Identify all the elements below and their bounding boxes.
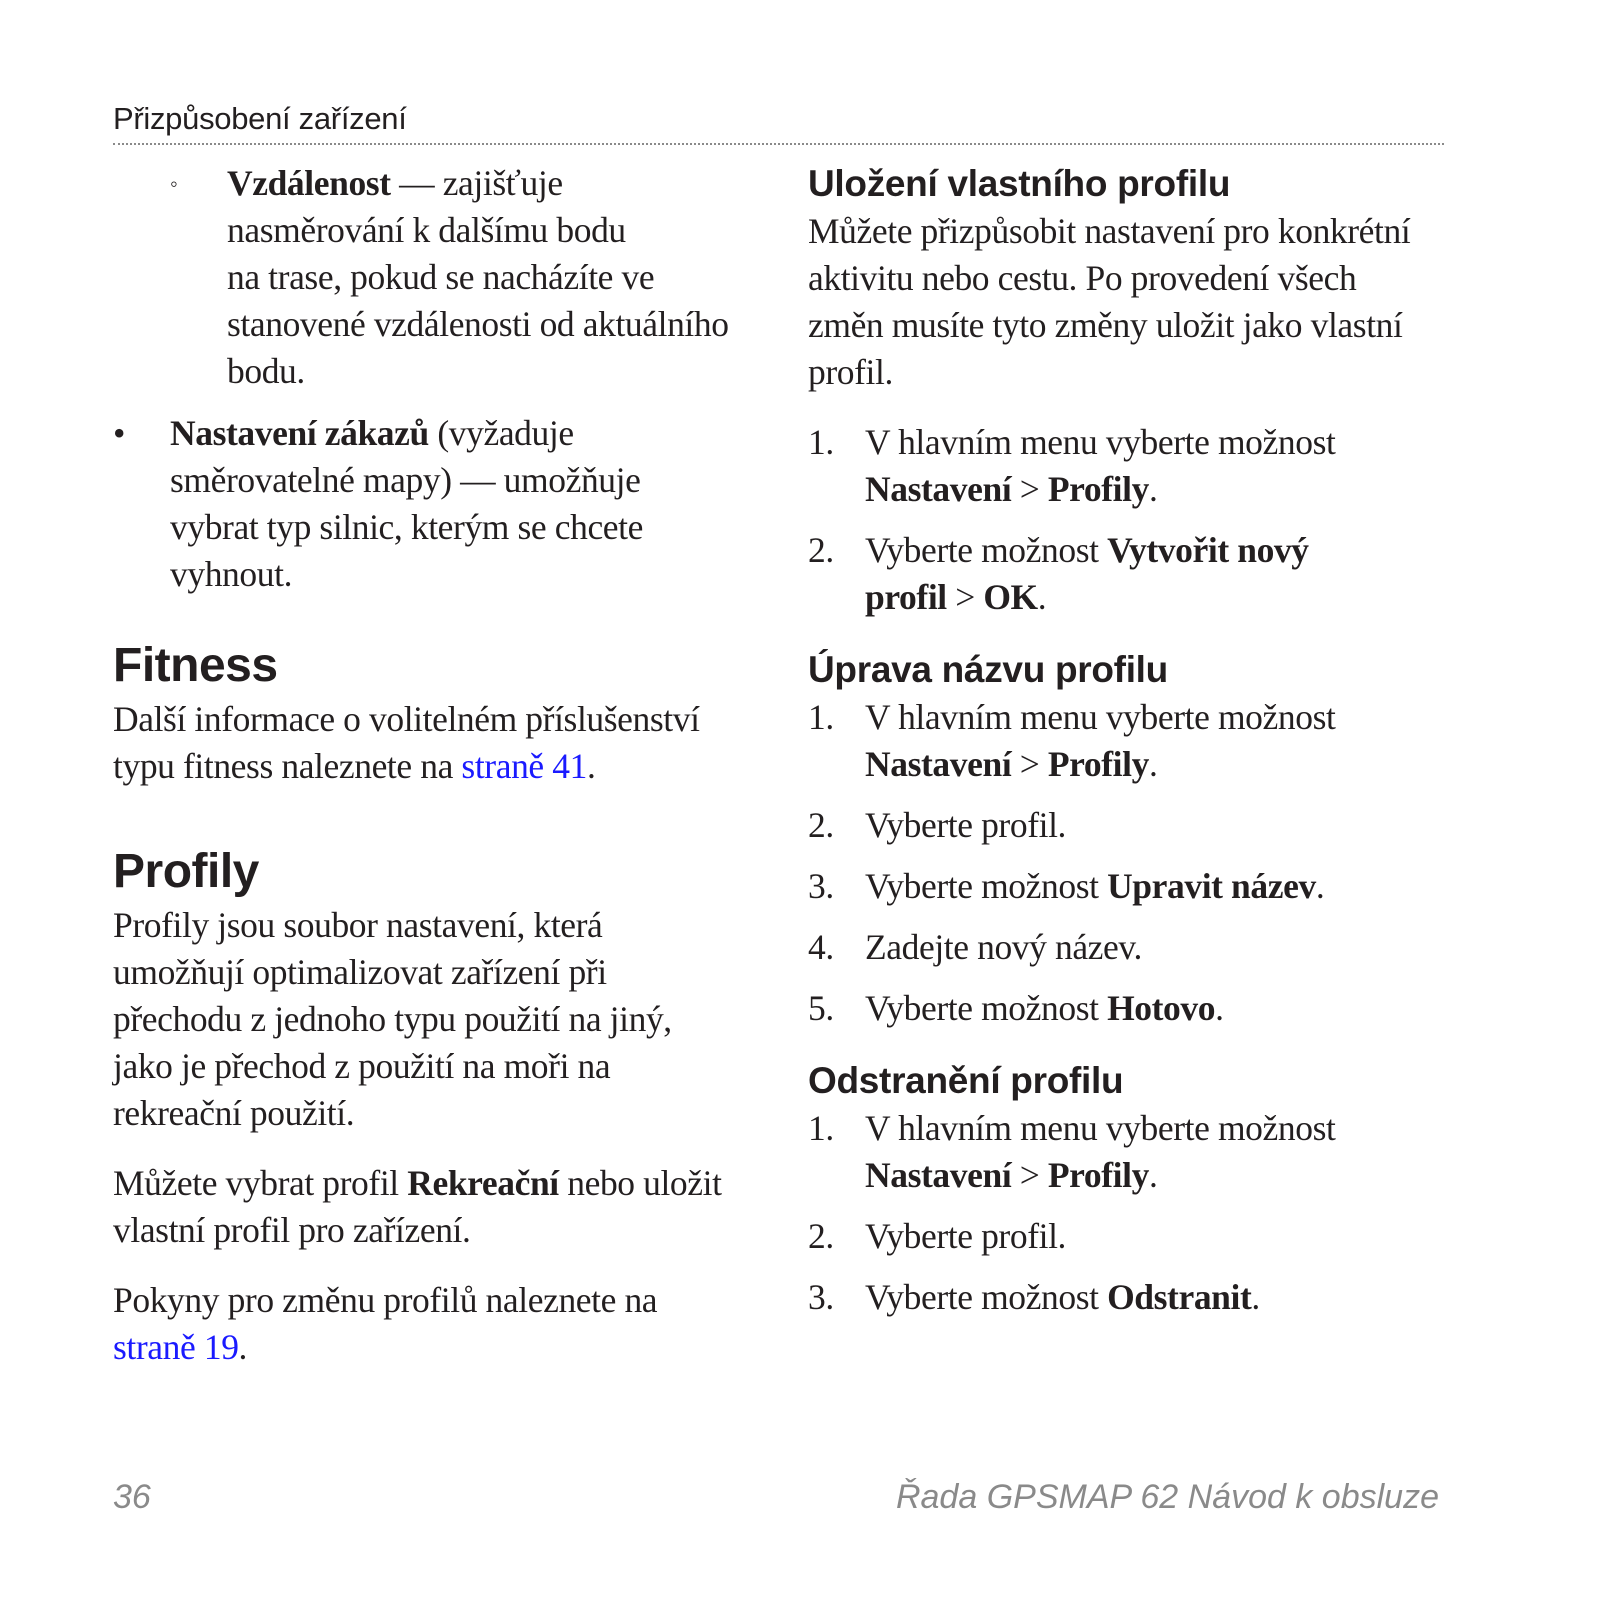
- sub-bullet-item-distance: [113, 160, 763, 395]
- text-line: V hlavním menu vyberte možnost: [865, 1108, 1336, 1148]
- text-span: Vyberte možnost: [865, 530, 1108, 570]
- step-item: [808, 924, 1448, 971]
- menu-term: Vytvořit nový: [1107, 530, 1309, 570]
- step-number: 2.: [808, 530, 834, 570]
- save-profile-steps: [808, 419, 1448, 621]
- text-line: Vyberte profil.: [865, 1216, 1067, 1256]
- step-number: 1.: [808, 422, 834, 462]
- fitness-paragraph: [113, 696, 763, 790]
- step-item: [808, 1105, 1448, 1199]
- text-line: aktivitu nebo cestu. Po provedení všech: [808, 258, 1357, 298]
- text-line: Můžete přizpůsobit nastavení pro konkrétní: [808, 211, 1411, 251]
- save-profile-paragraph: [808, 208, 1448, 396]
- term-recreational: Rekreační: [407, 1163, 559, 1203]
- text-span: typu fitness naleznete na: [113, 746, 462, 786]
- menu-term: OK: [983, 577, 1038, 617]
- left-column: [113, 160, 763, 1371]
- text-span: .: [1251, 1277, 1260, 1317]
- menu-term: Nastavení: [865, 744, 1012, 784]
- footer-manual-title: Řada GPSMAP 62 Návod k obsluze: [895, 1478, 1439, 1516]
- text-line: umožňují optimalizovat zařízení při: [113, 952, 607, 992]
- heading-fitness: Fitness: [113, 639, 278, 692]
- menu-term: Nastavení: [865, 1155, 1012, 1195]
- text-span: .: [1148, 469, 1158, 509]
- running-header: Přizpůsobení zařízení: [113, 101, 407, 136]
- text-line: V hlavním menu vyberte možnost: [865, 697, 1336, 737]
- profily-paragraph-3: [113, 1277, 763, 1371]
- text-line: V hlavním menu vyberte možnost: [865, 422, 1336, 462]
- text-span: >: [1011, 1155, 1048, 1195]
- step-item: [808, 1274, 1448, 1321]
- step-number: 1.: [808, 1108, 834, 1148]
- text-span: >: [1011, 744, 1048, 784]
- text-line: Další informace o volitelném příslušenství: [113, 699, 700, 739]
- text-line: rekreační použití.: [113, 1093, 355, 1133]
- text-line: jako je přechod z použití na moři na: [113, 1046, 611, 1086]
- menu-term: Hotovo: [1107, 988, 1216, 1028]
- right-column: [808, 160, 1448, 1321]
- text-span: >: [1011, 469, 1048, 509]
- term-distance: Vzdálenost: [227, 163, 391, 203]
- heading-rename-profile: Úprava názvu profilu: [808, 649, 1168, 690]
- text-span: .: [1148, 744, 1158, 784]
- step-number: 3.: [808, 1277, 834, 1317]
- text-line: vlastní profil pro zařízení.: [113, 1210, 471, 1250]
- text-span: (vyžaduje: [428, 413, 574, 453]
- step-number: 2.: [808, 1216, 834, 1256]
- text-span: .: [1148, 1155, 1158, 1195]
- step-item: [808, 1213, 1448, 1260]
- menu-term: Profily: [1047, 1155, 1149, 1195]
- page-link-41[interactable]: straně 41: [461, 746, 587, 786]
- page-number: 36: [113, 1478, 151, 1516]
- menu-term: Profily: [1047, 469, 1149, 509]
- step-item: [808, 527, 1448, 621]
- heading-save-profile: Uložení vlastního profilu: [808, 163, 1231, 204]
- text-line: vybrat typ silnic, kterým se chcete: [170, 507, 643, 547]
- text-line: směrovatelné mapy) — umožňuje: [170, 460, 641, 500]
- text-span: .: [1215, 988, 1224, 1028]
- menu-term: Upravit název: [1107, 866, 1316, 906]
- header-divider: [113, 143, 1444, 145]
- menu-term: profil: [865, 577, 947, 617]
- text-line: stanovené vzdálenosti od aktuálního: [227, 304, 729, 344]
- text-span: .: [1037, 577, 1047, 617]
- bullet-item-avoidance: [113, 410, 763, 598]
- step-number: 5.: [808, 988, 834, 1028]
- text-span: .: [238, 1327, 248, 1367]
- bullet-icon: •: [113, 413, 126, 453]
- text-line: přechodu z jednoho typu použití na jiný,: [113, 999, 672, 1039]
- step-item: [808, 419, 1448, 513]
- text-span: — zajišťuje: [390, 163, 563, 203]
- step-number: 1.: [808, 697, 834, 737]
- text-line: nasměrování k dalšímu bodu: [227, 210, 626, 250]
- step-item: [808, 863, 1448, 910]
- text-line: Pokyny pro změnu profilů naleznete na: [113, 1280, 658, 1320]
- text-line: vyhnout.: [170, 554, 293, 594]
- text-line: Profily jsou soubor nastavení, která: [113, 905, 603, 945]
- text-line: na trase, pokud se nacházíte ve: [227, 257, 655, 297]
- step-number: 4.: [808, 927, 834, 967]
- menu-term: Profily: [1047, 744, 1149, 784]
- text-span: .: [1315, 866, 1325, 906]
- text-span: nebo uložit: [558, 1163, 722, 1203]
- heading-profily: Profily: [113, 845, 259, 898]
- profily-paragraph-1: [113, 902, 763, 1137]
- hollow-bullet-icon: ◦: [170, 171, 178, 196]
- text-span: Můžete vybrat profil: [113, 1163, 408, 1203]
- text-span: Vyberte možnost: [865, 1277, 1108, 1317]
- text-line: Vyberte profil.: [865, 805, 1067, 845]
- page-link-19[interactable]: straně 19: [113, 1327, 239, 1367]
- text-line: profil.: [808, 352, 893, 392]
- delete-profile-steps: [808, 1105, 1448, 1321]
- step-item: [808, 802, 1448, 849]
- text-span: Vyberte možnost: [865, 988, 1108, 1028]
- text-span: Vyberte možnost: [865, 866, 1108, 906]
- text-line: Zadejte nový název.: [865, 927, 1142, 967]
- text-line: změn musíte tyto změny uložit jako vlastní: [808, 305, 1403, 345]
- text-line: bodu.: [227, 351, 305, 391]
- menu-term: Odstranit: [1107, 1277, 1252, 1317]
- step-item: [808, 694, 1448, 788]
- profily-paragraph-2: [113, 1160, 763, 1254]
- menu-term: Nastavení: [865, 469, 1012, 509]
- text-span: .: [586, 746, 596, 786]
- step-item: [808, 985, 1448, 1032]
- step-number: 3.: [808, 866, 834, 906]
- term-avoidance: Nastavení zákazů: [170, 413, 429, 453]
- heading-delete-profile: Odstranění profilu: [808, 1060, 1124, 1101]
- text-span: >: [946, 577, 984, 617]
- rename-profile-steps: [808, 694, 1448, 1032]
- step-number: 2.: [808, 805, 834, 845]
